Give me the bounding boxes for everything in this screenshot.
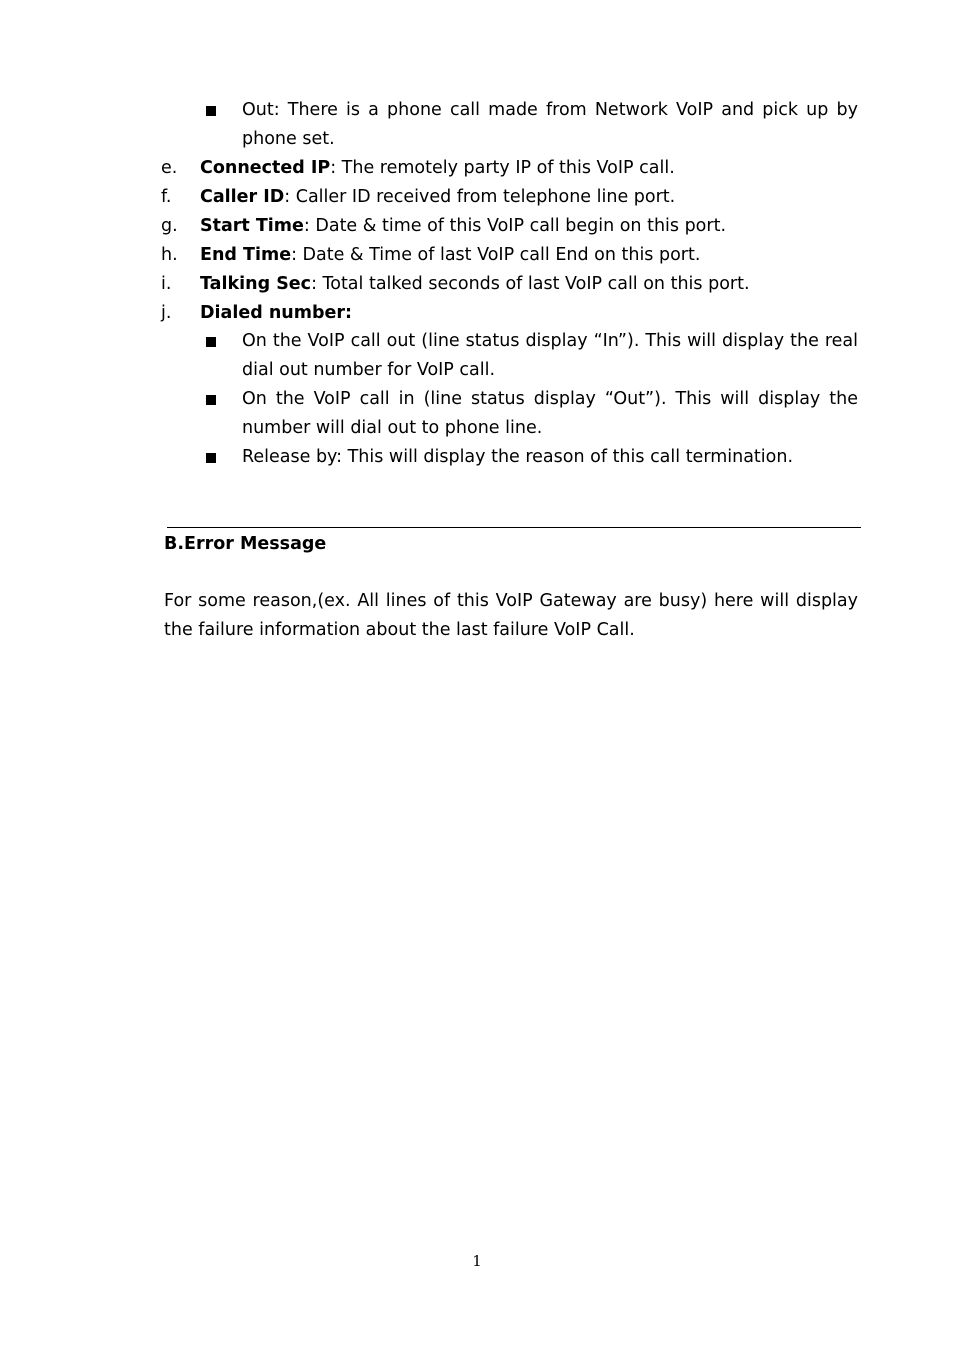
bullet-square <box>206 337 216 347</box>
list-item <box>200 302 352 324</box>
list-marker: f. <box>161 187 172 207</box>
dialed-bullet-line1: Release by: This will display the reason of this call termination. <box>242 447 794 467</box>
bullet-square <box>206 395 216 405</box>
list-item <box>200 244 700 266</box>
bullet-out-line1: Out: There is a phone call made from Network VoIP and pick up by <box>242 100 858 120</box>
list-item <box>200 215 726 237</box>
item-term: End Time <box>200 245 292 265</box>
item-description: : Date & Time of last VoIP call End on this port. <box>291 245 701 265</box>
bullet-out-line2: phone set. <box>242 129 335 149</box>
list-marker: i. <box>161 274 172 294</box>
dialed-bullet-line2: dial out number for VoIP call. <box>242 360 496 380</box>
list-marker: h. <box>161 245 178 265</box>
item-description: : Date & time of this VoIP call begin on this port. <box>303 216 727 236</box>
item-term: Talking Sec <box>200 274 312 294</box>
item-term: Start Time <box>200 216 304 236</box>
item-description: : The remotely party IP of this VoIP call. <box>330 158 675 178</box>
list-item <box>200 157 675 179</box>
dialed-bullet-line2: number will dial out to phone line. <box>242 418 543 438</box>
list-item <box>200 186 675 208</box>
item-term: Caller ID <box>200 187 285 207</box>
list-marker: j. <box>161 303 172 323</box>
list-marker: e. <box>161 158 178 178</box>
bullet-square <box>206 453 216 463</box>
item-description: : Total talked seconds of last VoIP call on this port. <box>311 274 750 294</box>
bullet-square <box>206 106 216 116</box>
page-number: 1 <box>472 1252 482 1270</box>
item-description: : Caller ID received from telephone line port. <box>284 187 676 207</box>
list-marker: g. <box>161 216 178 236</box>
item-term: Connected IP <box>200 158 331 178</box>
section-paragraph-line2: the failure information about the last failure VoIP Call. <box>164 620 635 640</box>
section-paragraph-line1: For some reason,(ex. All lines of this VoIP Gateway are busy) here will display <box>164 591 858 611</box>
section-heading: B.Error Message <box>164 534 327 554</box>
list-item <box>200 273 750 295</box>
item-term: Dialed number: <box>200 303 352 323</box>
dialed-bullet-line1: On the VoIP call in (line status display “Out”). This will display the <box>242 389 858 409</box>
dialed-bullet-line1: On the VoIP call out (line status display “In”). This will display the real <box>242 331 858 351</box>
section-divider <box>167 527 861 528</box>
